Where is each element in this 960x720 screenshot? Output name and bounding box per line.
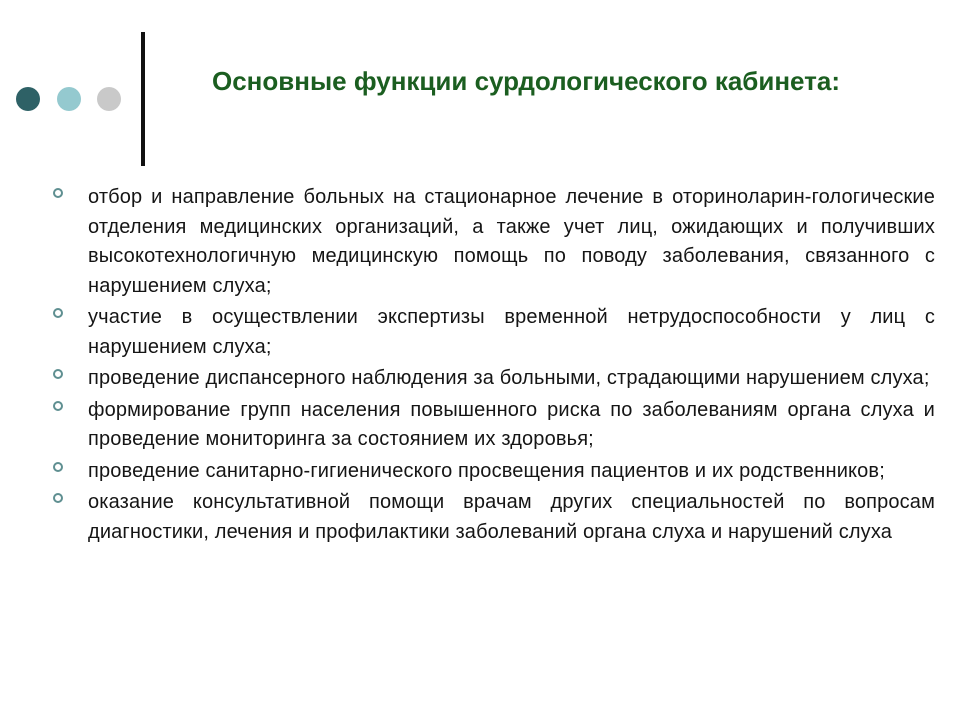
bullet-marker-icon [53, 308, 63, 318]
bullet-marker-icon [53, 188, 63, 198]
vertical-divider [141, 32, 145, 166]
bullet-item [50, 303, 935, 362]
bullet-marker-icon [53, 493, 63, 503]
bullet-text: формирование групп населения повышенного риска по заболеваниям органа слуха и проведение мониторинга за состоянием их здоровья; [88, 398, 935, 450]
bullet-text: участие в осуществлении экспертизы временной нетрудоспособности у лиц с нарушением слуха; [88, 306, 935, 358]
bullet-text: оказание консультативной помощи врачам других специальностей по вопросам диагностики, лечения и профилактики заболеваний органа слуха и нарушений слуха [88, 491, 935, 543]
bullet-marker-icon [53, 369, 63, 379]
bullet-text: отбор и направление больных на стационарное лечение в оториноларин-гологические отделения медицинских организаций, а также учет лиц, ожидающих и получивших высокотехнологичную медицинскую помощь по поводу заболевания, связанного с нарушением слуха; [88, 186, 935, 297]
bullet-item [50, 396, 935, 455]
bullet-item [50, 183, 935, 301]
bullet-item [50, 457, 935, 487]
bullet-text: проведение санитарно-гигиенического просвещения пациентов и их родственников; [88, 459, 885, 482]
bullet-item [50, 364, 935, 394]
bullet-marker-icon [53, 401, 63, 411]
bullet-text: проведение диспансерного наблюдения за больными, страдающими нарушением слуха; [88, 367, 930, 389]
bullet-item [50, 488, 935, 547]
bullet-list [50, 183, 935, 549]
decorative-dot-light [57, 87, 81, 111]
decorative-dot-gray [97, 87, 121, 111]
slide-title: Основные функции сурдологического кабинета: [211, 66, 841, 96]
bullet-marker-icon [53, 462, 63, 472]
decorative-dot-dark [16, 87, 40, 111]
